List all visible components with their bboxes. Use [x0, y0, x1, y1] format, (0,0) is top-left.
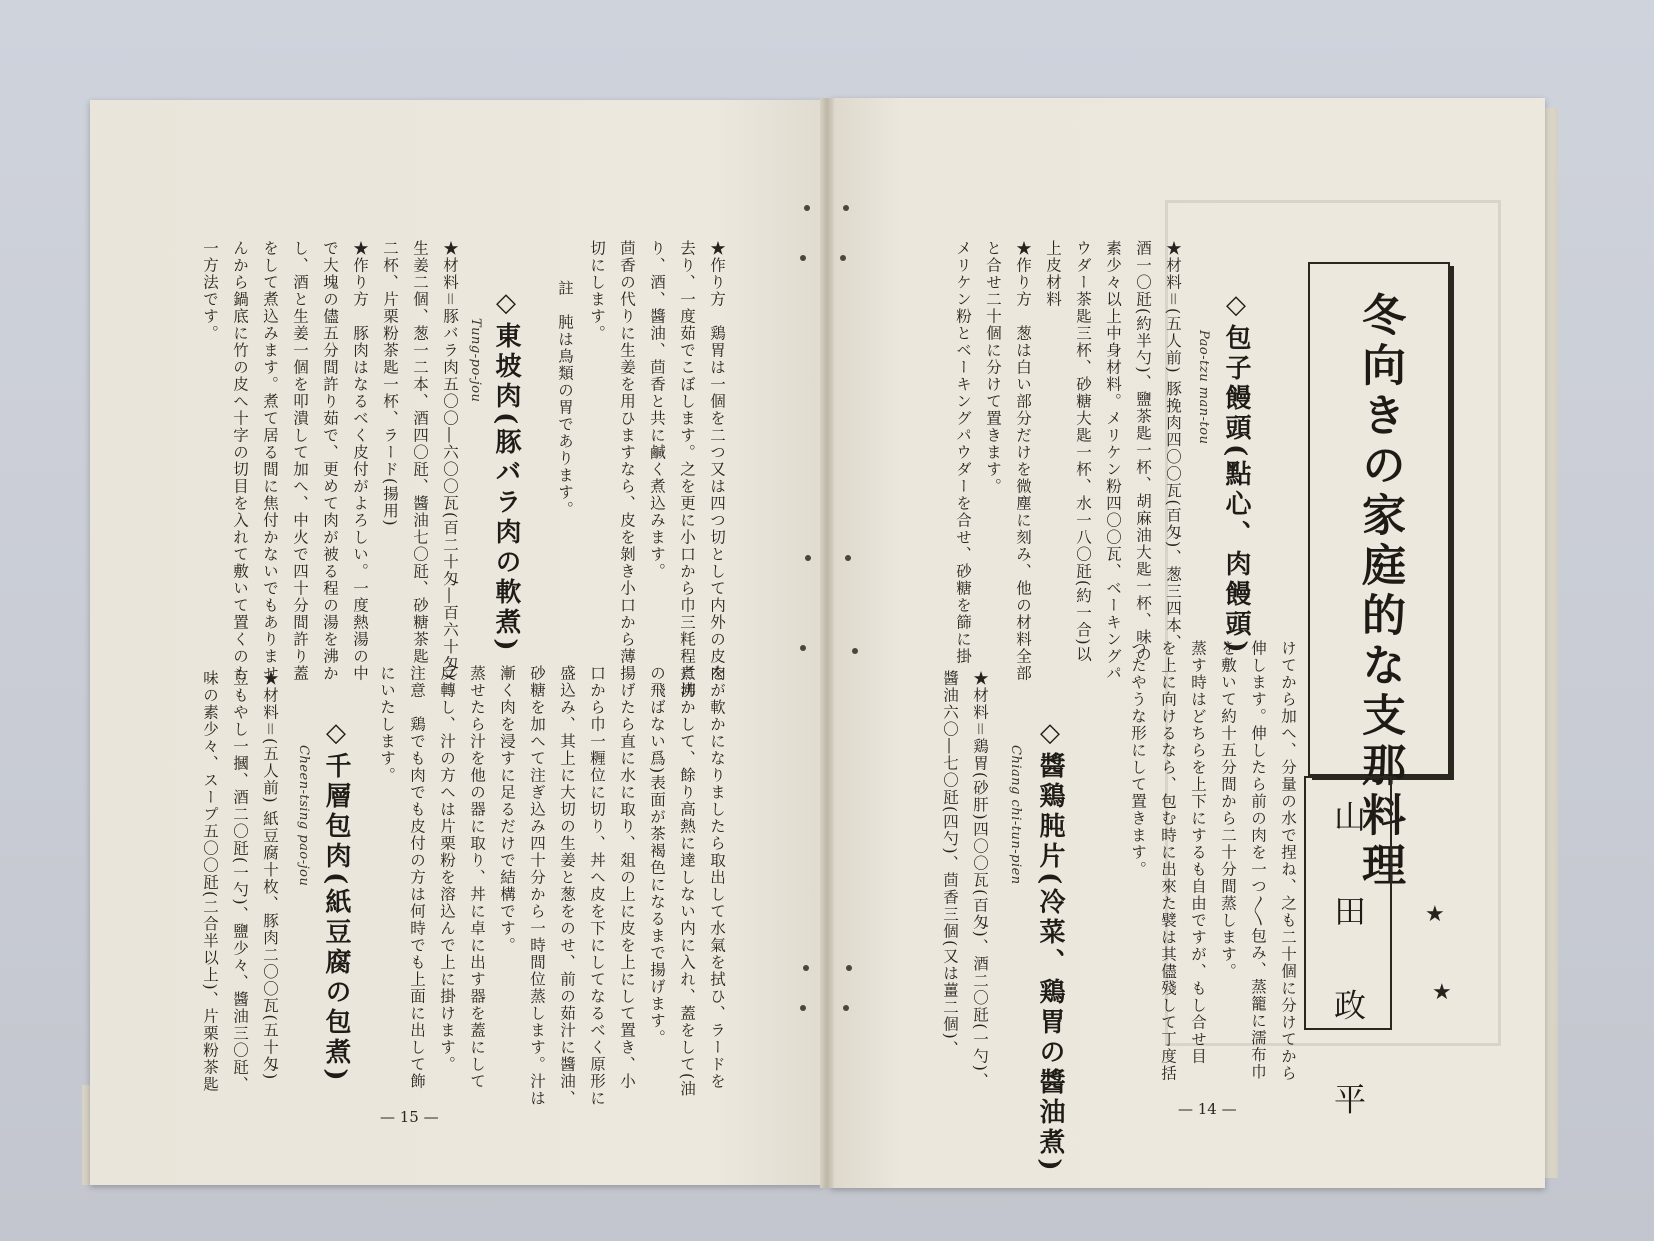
stitch-hole [800, 1005, 806, 1011]
recipe1-line: 酒一〇瓩(約半勺)、鹽茶匙一杯、胡麻油大匙一杯、味の [1134, 240, 1152, 664]
stitch-hole [803, 965, 809, 971]
star-ornament: ★ [1425, 902, 1445, 927]
recipe2-cont-line: 茴香の代りに生姜を用ひますなら、皮を剝き小口から薄 [618, 240, 636, 665]
recipe3-line: ★材料＝豚バラ肉五〇〇―六〇〇瓦(百二十匁―百六十匁) [441, 240, 459, 681]
recipe3-line: んから鍋底に竹の皮へ十字の切目を入れて敷いて置くのも [231, 240, 249, 682]
recipe3-line: 注意 鶏でも肉でも皮付の方は何時でも上面に出して飾 [408, 665, 426, 1090]
recipe3-line: 砂糖を加へて注ぎ込み四十分から一時間位蒸します。汁は [528, 665, 546, 1107]
recipe1-line: 伸します。伸したら前の肉を一つ〳〵包み、蒸籠に濡布巾 [1249, 640, 1267, 1081]
recipe1-line: ★材料＝(五人前) 豚挽肉四〇〇瓦(百匁)、葱三四本、 [1164, 240, 1182, 651]
stitch-hole [852, 648, 858, 654]
recipe4-heading: ◇千層包肉(紙豆腐の包煮) [321, 718, 351, 1085]
book-gutter [820, 98, 834, 1188]
recipe4-line: ★材料＝(五人前) 紙豆腐十枚、豚肉二〇〇瓦(五十匁) [261, 670, 279, 1081]
recipe4-line: 豆もやし一摑、酒二〇瓩(一勺)、鹽少々、醬油三〇瓩、 [231, 670, 249, 1094]
stitch-hole [804, 205, 810, 211]
recipe3-line: 漸く肉を浸すに足るだけで結構です。 [498, 665, 516, 954]
recipe2-note: 註 肫は鳥類の胃であります。 [556, 280, 574, 518]
recipe1-line: を敷いて約十五分間から二十分間蒸します。 [1219, 640, 1237, 980]
recipe3-line: 煮沸かして、餘り高熱に達しない内に入れ、蓋をして(油 [678, 665, 696, 1098]
stitch-hole [800, 645, 806, 651]
page-number-left: — 15 — [380, 1108, 439, 1126]
stitch-hole [846, 965, 852, 971]
stitch-hole [845, 555, 851, 561]
recipe1-line: つたやうな形にして置きます。 [1129, 640, 1147, 878]
recipe3-line: 盛込み、其上に大切の生姜と葱をのせ、前の茹汁に醬油、 [558, 665, 576, 1107]
recipe2-heading: ◇醬鶏肫片(冷菜、鶏胃の醬油煮) [1035, 718, 1065, 1175]
recipe2-cont-line: ★作り方 鶏胃は一個を二つ又は四つ切として内外の皮を [708, 240, 726, 682]
stitch-hole [800, 255, 806, 261]
recipe1-line: を上に向けるなら、包む時に出來た襞は其儘殘して丁度括 [1159, 640, 1177, 1082]
recipe3-line: 肉が軟かになりましたら取出して水氣を拭ひ、ラードを [708, 665, 726, 1090]
stitch-hole [843, 205, 849, 211]
author-name: 山 田 政 平 [1329, 800, 1367, 1141]
recipe3-line: にいたします。 [378, 665, 396, 784]
recipe3-line: 一方法です。 [201, 240, 219, 342]
recipe4-line: 味の素少々、スープ五〇〇瓩(二合半以上)、片栗粉茶匙 [201, 670, 219, 1094]
recipe3-line: 生姜二個、葱一二本、酒四〇瓩、醬油七〇瓩、砂糖茶匙 [411, 240, 429, 665]
recipe1-line: けてから加へ、分量の水で捏ね、之も二十個に分けてから [1279, 640, 1297, 1082]
page-number-right: — 14 — [1178, 1100, 1237, 1118]
recipe3-line: 反轉し、汁の方へは片栗粉を溶込んで上に掛けます。 [438, 665, 456, 1073]
recipe1-line: 蒸す時はどちらを上下にするも自由ですが、もし合せ目 [1189, 640, 1207, 1065]
star-ornament: ★ [1432, 980, 1452, 1005]
recipe3-line: 蒸せたら汁を他の器に取り、丼に卓に出す器を蓋にして [468, 665, 486, 1090]
recipe2-line: 醬油六〇―七〇瓩(四勺)、茴香三個(又は薑二個)、 [941, 670, 959, 1058]
recipe1-line: 素少々以上中身材料。メリケン粉四〇〇瓦、ベーキングパ [1104, 240, 1122, 682]
recipe1-line: 上皮材料 [1044, 240, 1062, 308]
recipe3-heading: ◇東坡肉(豚バラ肉の軟煮) [491, 288, 521, 655]
article-title: 冬向きの家庭的な支那料理 [1354, 292, 1405, 892]
stitch-hole [843, 1005, 849, 1011]
recipe1-line: と合せ二十個に分けて置きます。 [984, 240, 1002, 495]
recipe2-cont-line: り、酒、醬油、茴香と共に鹹く煮込みます。 [648, 240, 666, 580]
recipe1-line: ウダー茶匙三杯、砂糖大匙一杯、水一八〇瓩(約一合)以 [1074, 240, 1092, 664]
recipe3-line: 二杯、片栗粉茶匙一杯、ラード(揚用) [381, 240, 399, 528]
recipe2-romanization: Chiang chi-tun-pien [1008, 745, 1023, 885]
recipe2-line: ★材料＝鶏胃(砂肝)四〇〇瓦(百匁)、酒二〇瓩(一勺)、 [971, 670, 989, 1090]
author-box [1304, 776, 1392, 1141]
recipe3-line: し、酒と生姜一個を叩潰して加へ、中火で四十分間許り蓋 [291, 240, 309, 682]
article-title-box [1308, 262, 1450, 892]
recipe3-line: で大塊の儘五分間許り茹で、更めて肉が被る程の湯を沸か [321, 240, 339, 682]
recipe2-cont-line: 去り、一度茹でこぼします。之を更に小口から巾三粍程に切 [678, 240, 696, 699]
recipe3-line: の飛ばない爲)表面が茶褐色になるまで揚げます。 [648, 665, 666, 1047]
recipe1-heading: ◇包子饅頭(點心、肉饅頭) [1221, 290, 1251, 657]
recipe3-line: 口から巾一糎位に切り、丼へ皮を下にしてなるべく原形に [588, 665, 606, 1107]
recipe3-romanization: Tung-po-jou [468, 318, 483, 403]
recipe1-line: ★作り方 葱は白い部分だけを微塵に刻み、他の材料全部 [1014, 240, 1032, 682]
stitch-hole [840, 255, 846, 261]
recipe3-line: 揚げたら直に水に取り、爼の上に皮を上にして置き、小 [618, 665, 636, 1090]
recipe2-cont-line: 切にします。 [588, 240, 606, 342]
recipe4-romanization: Cheen-tsing pao-jou [296, 745, 311, 887]
recipe3-line: ★作り方 豚肉はなるべく皮付がよろしい。一度熱湯の中 [351, 240, 369, 682]
recipe1-line: メリケン粉とベーキングパウダーを合せ、砂糖を篩に掛 [954, 240, 972, 665]
stitch-hole [805, 555, 811, 561]
recipe3-line: をして煮込みます。煮て居る間に焦付かないでもありませ [261, 240, 279, 682]
recipe1-romanization: Pao-tzu man-tou [1196, 330, 1211, 445]
